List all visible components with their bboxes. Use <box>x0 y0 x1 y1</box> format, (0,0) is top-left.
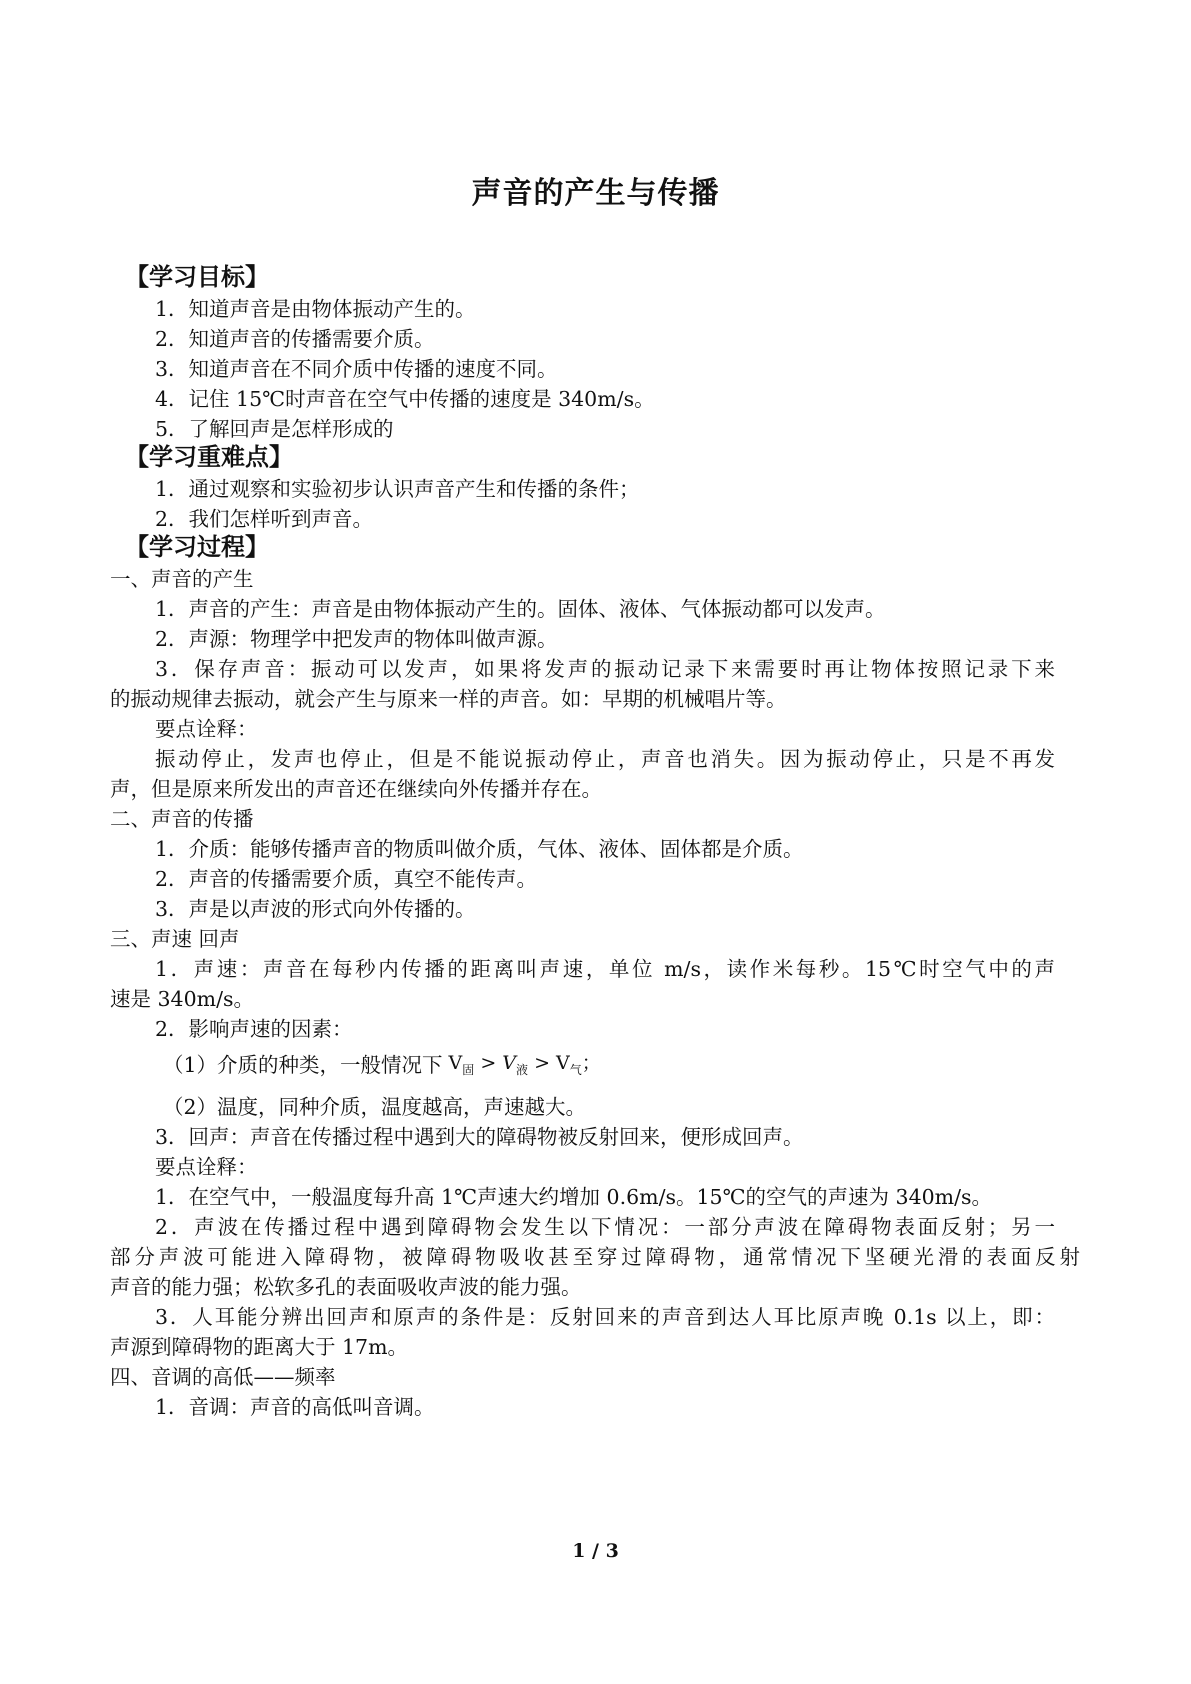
note-label: 要点诠释： <box>155 1155 258 1179</box>
text-line: 声源到障碍物的距离大于 17m。 <box>110 1335 409 1359</box>
text-line: 1．介质：能够传播声音的物质叫做介质，气体、液体、固体都是介质。 <box>155 837 804 861</box>
formula-sub: 气 <box>569 1062 582 1077</box>
page-number: 1 / 3 <box>572 1540 619 1562</box>
formula-v: V <box>502 1052 517 1074</box>
text-line: 5．了解回声是怎样形成的 <box>155 417 394 441</box>
page-title: 声音的产生与传播 <box>471 176 720 211</box>
formula-line <box>163 1048 1143 1085</box>
text-line: 1．知道声音是由物体振动产生的。 <box>155 297 476 321</box>
text-line: 声音的能力强；松软多孔的表面吸收声波的能力强。 <box>110 1275 582 1299</box>
text-line: （1）介质的种类，一般情况下 <box>163 1052 443 1077</box>
formula-end: ； <box>581 1052 601 1074</box>
text-line: 3．人耳能分辨出回声和原声的条件是：反射回来的声音到达人耳比原声晚 0.1s 以上，即： <box>155 1305 1055 1329</box>
subsection-heading: 四、音调的高低——频率 <box>110 1365 336 1389</box>
text-line: 3．知道声音在不同介质中传播的速度不同。 <box>155 357 558 381</box>
text-line: 3．声是以声波的形式向外传播的。 <box>155 897 476 921</box>
text-line: （2）温度，同种介质，温度越高，声速越大。 <box>163 1095 587 1119</box>
formula-gt: > <box>474 1052 503 1074</box>
text-line: 3．保存声音：振动可以发声，如果将发声的振动记录下来需要时再让物体按照记录下来 <box>155 657 1055 681</box>
text-line: 部分声波可能进入障碍物，被障碍物吸收甚至穿过障碍物，通常情况下坚硬光滑的表面反射 <box>110 1245 1080 1269</box>
formula-v: V <box>448 1052 463 1074</box>
text-line: 的振动规律去振动，就会产生与原来一样的声音。如：早期的机械唱片等。 <box>110 687 787 711</box>
text-line: 1．声速：声音在每秒内传播的距离叫声速，单位 m/s，读作米每秒。15℃时空气中的声 <box>155 957 1055 981</box>
text-line: 1．音调：声音的高低叫音调。 <box>155 1395 435 1419</box>
section-heading-process: 【学习过程】 <box>125 533 269 561</box>
formula-sub: 液 <box>516 1062 529 1077</box>
text-line: 2．声音的传播需要介质，真空不能传声。 <box>155 867 538 891</box>
text-line: 2．影响声速的因素： <box>155 1017 353 1041</box>
text-line: 2．声波在传播过程中遇到障碍物会发生以下情况：一部分声波在障碍物表面反射；另一 <box>155 1215 1055 1239</box>
text-line: 3．回声：声音在传播过程中遇到大的障碍物被反射回来，便形成回声。 <box>155 1125 804 1149</box>
text-line: 2．我们怎样听到声音。 <box>155 507 374 531</box>
subsection-heading: 二、声音的传播 <box>110 807 254 831</box>
section-heading-key-points: 【学习重难点】 <box>125 443 293 471</box>
text-line: 1．在空气中，一般温度每升高 1℃声速大约增加 0.6m/s。15℃的空气的声速为 340m/s。 <box>155 1185 993 1209</box>
text-line: 2．知道声音的传播需要介质。 <box>155 327 435 351</box>
text-line: 声，但是原来所发出的声音还在继续向外传播并存在。 <box>110 777 602 801</box>
subsection-heading: 一、声音的产生 <box>110 567 254 591</box>
text-line: 1．声音的产生：声音是由物体振动产生的。固体、液体、气体振动都可以发声。 <box>155 597 886 621</box>
formula-v: V <box>556 1052 570 1074</box>
text-line: 速是 340m/s。 <box>110 987 255 1011</box>
text-line: 1．通过观察和实验初步认识声音产生和传播的条件； <box>155 477 640 501</box>
subsection-heading: 三、声速 回声 <box>110 927 240 951</box>
formula-sub: 固 <box>462 1062 475 1077</box>
note-label: 要点诠释： <box>155 717 258 741</box>
formula-gt: > <box>528 1052 557 1074</box>
text-line: 4．记住 15℃时声音在空气中传播的速度是 340m/s。 <box>155 387 655 411</box>
speed-formula <box>449 1048 601 1085</box>
text-line: 2．声源：物理学中把发声的物体叫做声源。 <box>155 627 558 651</box>
text-line: 振动停止，发声也停止，但是不能说振动停止，声音也消失。因为振动停止，只是不再发 <box>155 747 1055 771</box>
section-heading-objectives: 【学习目标】 <box>125 263 269 291</box>
